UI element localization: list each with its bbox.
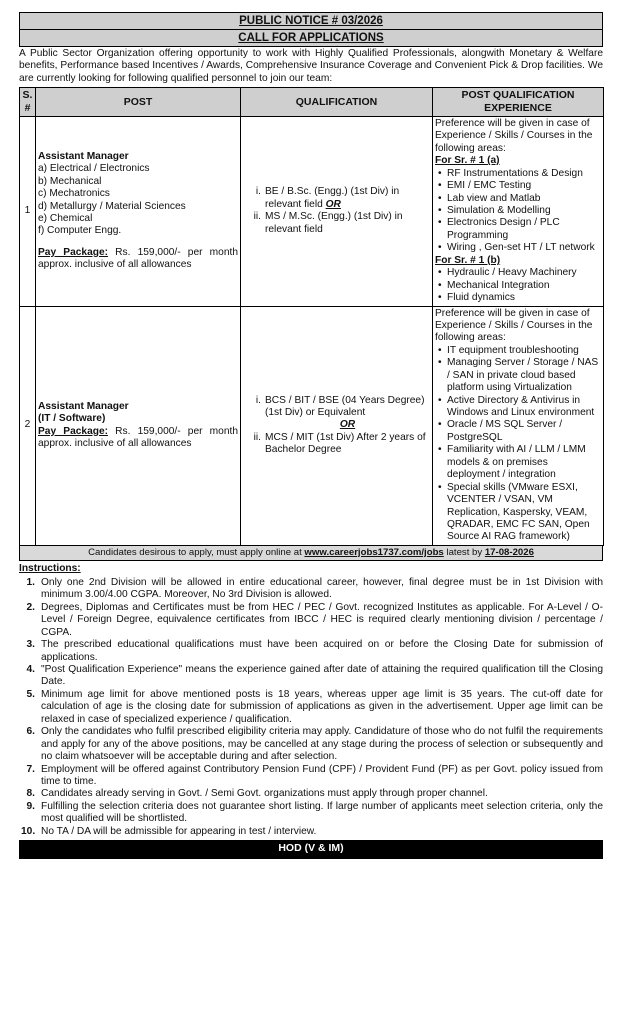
closing-date: 17-08-2026 <box>484 546 534 558</box>
notice-header <box>19 12 603 47</box>
notice-subtitle: CALL FOR APPLICATIONS <box>20 30 602 46</box>
header-experience: POST QUALIFICATION EXPERIENCE <box>433 88 604 117</box>
list-item: • Oracle / MS SQL Server / PostgreSQL <box>447 419 601 444</box>
list-item: • RF Instrumentations & Design <box>447 168 601 180</box>
group-label: For Sr. # 1 (a) <box>435 155 500 167</box>
header-sno: S. # <box>20 88 36 117</box>
experience-cell <box>433 306 604 545</box>
row-sno: 1 <box>20 116 36 306</box>
experience-intro: Preference will be given in case of Experience / Skills / Courses in the following areas: <box>435 117 593 154</box>
table-row <box>20 306 604 545</box>
group-label: For Sr. # 1 (b) <box>435 254 501 266</box>
instruction-item: 7. Employment will be offered against Contributory Pension Fund (CPF) / Provident Fund (PF) as per Govt. policy issued from time to time. <box>26 763 603 787</box>
experience-list <box>435 168 601 255</box>
vacancy-table <box>19 87 604 545</box>
table-header-row <box>20 88 604 117</box>
pay-label: Pay Package: <box>38 246 109 258</box>
list-item: • IT equipment troubleshooting <box>447 345 601 357</box>
signature-footer: HOD (V & IM) <box>19 840 603 859</box>
qualification-item: i. BCS / BIT / BSE (04 Years Degree) (1st Div) or Equivalent OR <box>255 394 425 431</box>
or-label: OR <box>325 198 341 210</box>
qualification-cell <box>241 116 433 306</box>
intro-paragraph: A Public Sector Organization offering opportunity to work with Highly Qualified Professionals, alongwith Monetary & Welfare benefits, Performance based Incentives / Awards, Comprehensive Insurance Coverage and Convenient Pick & Drop facilities. We are currently looking for following qualified personnel to join our team: <box>19 48 603 84</box>
spec-item: f) Computer Engg. <box>38 225 122 237</box>
list-item: • Lab view and Matlab <box>447 193 601 205</box>
list-item: • Special skills (VMware ESXI, VCENTER / VSAN, VM Replication, Kaspersky, VEAM, QRADAR, EMC FC SAN, Open Source AI RAG framework) <box>447 482 601 544</box>
qualification-cell <box>241 306 433 545</box>
qualification-item: i. BE / B.Sc. (Engg.) (1st Div) in relevant field OR <box>255 186 400 210</box>
list-item: • Active Directory & Antivirus in Windows and Linux environment <box>447 395 601 420</box>
pay-text: Rs. 159,000/- per month approx. inclusive of all allowances <box>38 425 238 450</box>
spec-item: e) Chemical <box>38 212 93 224</box>
header-qualification: QUALIFICATION <box>241 88 433 117</box>
post-title: Assistant Manager <box>38 150 129 162</box>
list-item: • EMI / EMC Testing <box>447 180 601 192</box>
instruction-item: 10. No TA / DA will be admissible for appearing in test / interview. <box>21 825 317 837</box>
spec-item: c) Mechatronics <box>38 188 110 200</box>
notice-number: PUBLIC NOTICE # 03/2026 <box>20 13 602 30</box>
spec-item: b) Mechanical <box>38 175 102 187</box>
post-title: Assistant Manager <box>38 400 129 412</box>
qualification-list <box>243 395 430 457</box>
list-item: • Simulation & Modelling <box>447 205 601 217</box>
qualification-list <box>243 186 430 236</box>
apply-link[interactable]: www.careerjobs1737.com/jobs <box>304 546 444 558</box>
instructions-list <box>19 577 603 838</box>
list-item: • Hydraulic / Heavy Machinery <box>447 267 601 279</box>
experience-cell <box>433 116 604 306</box>
instruction-item: 1. Only one 2nd Division will be allowed in entire educational career, however, final degree must be in 1st Division with minimum 3.00/4.00 CGPA. Moreover, No 3rd Division is allowed. <box>26 576 603 601</box>
notice-page <box>19 12 603 859</box>
post-cell <box>36 116 241 306</box>
or-label: OR <box>339 419 356 431</box>
qualification-item: ii. MCS / MIT (1st Div) After 2 years of Bachelor Degree <box>253 431 426 456</box>
pay-package <box>38 426 238 451</box>
post-subtitle: (IT / Software) <box>38 413 106 425</box>
instruction-item: 4. "Post Qualification Experience" means the experience gained after date of attaining the required qualification till the Closing Date. <box>26 664 603 688</box>
spec-item: a) Electrical / Electronics <box>38 163 150 175</box>
instruction-item: 5. Minimum age limit for above mentioned posts is 18 years, whereas upper age limit is 35 years. The cut-off date for calculation of age is the closing date for submission of applications as given in the advertisement. Upper age limit can be relaxed in case of specialized experience / qualification. <box>26 688 603 725</box>
table-row <box>20 116 604 306</box>
list-item: • Managing Server / Storage / NAS / SAN in private cloud based platform using Virtualization <box>447 357 601 394</box>
list-item: • Wiring , Gen-set HT / LT network <box>447 242 601 254</box>
instruction-item: 8. Candidates already serving in Govt. / Semi Govt. organizations must apply through proper channel. <box>26 788 488 800</box>
row-sno: 2 <box>20 306 36 545</box>
experience-list <box>435 267 601 304</box>
post-cell <box>36 306 241 545</box>
qualification-item: ii. MS / M.Sc. (Engg.) (1st Div) in relevant field <box>253 211 403 235</box>
list-item: • Familiarity with AI / LLM / LMM models & on premises deployment / integration <box>447 444 601 481</box>
experience-intro: Preference will be given in case of Experience / Skills / Courses in the following areas: <box>435 307 593 344</box>
instruction-item: 2. Degrees, Diplomas and Certificates must be from HEC / PEC / Govt. recognized Institutes as applicable. For A-Level / O-Level / Foreign Degree, equivalence certificates from IBCC / HEC is required clearly mentioning division / percentage / CGPA. <box>26 601 603 638</box>
pay-text: Rs. 159,000/- per month approx. inclusive of all allowances <box>38 246 238 271</box>
instructions-heading: Instructions: <box>19 562 81 574</box>
list-item: • Mechanical Integration <box>447 280 601 292</box>
header-post: POST <box>36 88 241 117</box>
instruction-item: 3. The prescribed educational qualifications must have been acquired on or before the Closing Date for submission of applications. <box>26 639 603 663</box>
experience-list <box>435 345 601 544</box>
instruction-item: 6. Only the candidates who fulfil prescribed eligibility criteria may apply. Candidature of those who do not fulfil the requirements and apply for any of the above positions, may be cancelled at any stage during the process of selection or subsequently and no claim whatsoever will be acceptable during and after selection. <box>26 726 603 763</box>
list-item: • Fluid dynamics <box>447 292 601 304</box>
apply-banner: Candidates desirous to apply, must apply online at www.careerjobs1737.com/jobs latest by 17-08-2026 <box>19 546 603 561</box>
list-item: • Electronics Design / PLC Programming <box>447 217 601 242</box>
spec-item: d) Metallurgy / Material Sciences <box>38 200 186 212</box>
pay-label: Pay Package: <box>38 425 109 437</box>
pay-package <box>38 247 238 272</box>
instruction-item: 9. Fulfilling the selection criteria does not guarantee short listing. If large number of applicants meet selection criteria, only the most qualified will be shortlisted. <box>26 800 603 825</box>
